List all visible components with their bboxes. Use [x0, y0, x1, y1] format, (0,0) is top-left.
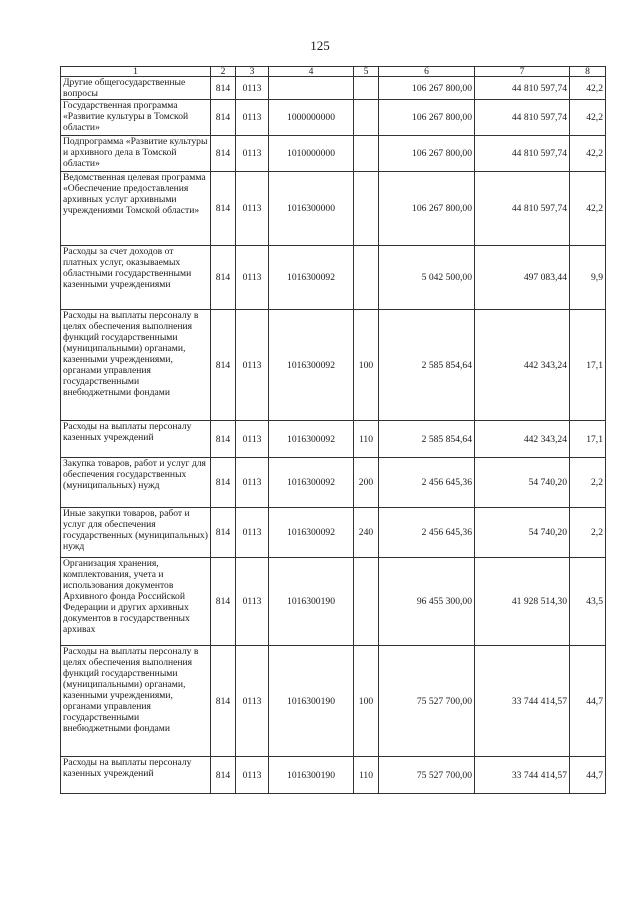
planned-amount: 106 267 800,00 — [379, 100, 475, 136]
expense-type-code: 100 — [354, 310, 379, 421]
executed-amount: 44 810 597,74 — [475, 136, 570, 172]
expense-type-code — [354, 246, 379, 310]
section-code: 0113 — [236, 100, 269, 136]
expense-type-code: 100 — [354, 646, 379, 757]
target-item-code: 1000000000 — [269, 100, 354, 136]
table-row — [61, 246, 606, 310]
table-row — [61, 558, 606, 646]
target-item-code: 1016300190 — [269, 757, 354, 794]
ministry-code: 814 — [211, 100, 236, 136]
item-name: Государственная программа «Развитие культуры в Томской области» — [61, 100, 211, 136]
executed-amount: 33 744 414,57 — [475, 757, 570, 794]
column-header: 8 — [570, 67, 606, 77]
section-code: 0113 — [236, 458, 269, 508]
column-header: 5 — [354, 67, 379, 77]
target-item-code: 1016300092 — [269, 421, 354, 458]
column-header: 1 — [61, 67, 211, 77]
ministry-code: 814 — [211, 172, 236, 246]
section-code: 0113 — [236, 421, 269, 458]
section-code: 0113 — [236, 136, 269, 172]
ministry-code: 814 — [211, 458, 236, 508]
ministry-code: 814 — [211, 757, 236, 794]
column-header: 3 — [236, 67, 269, 77]
ministry-code: 814 — [211, 77, 236, 100]
executed-amount: 497 083,44 — [475, 246, 570, 310]
column-header: 2 — [211, 67, 236, 77]
execution-percent: 42,2 — [570, 100, 606, 136]
planned-amount: 75 527 700,00 — [379, 646, 475, 757]
execution-percent: 9,9 — [570, 246, 606, 310]
item-name: Расходы на выплаты персоналу в целях обеспечения выполнения функций государственными (муниципальными) органами, казенными учреждениями, органами управления государственными внебюджетными фондами — [61, 310, 211, 421]
executed-amount: 41 928 514,30 — [475, 558, 570, 646]
executed-amount: 44 810 597,74 — [475, 100, 570, 136]
execution-percent: 44,7 — [570, 757, 606, 794]
section-code: 0113 — [236, 77, 269, 100]
table-row — [61, 757, 606, 794]
item-name: Закупка товаров, работ и услуг для обеспечения государственных (муниципальных) нужд — [61, 458, 211, 508]
target-item-code: 1010000000 — [269, 136, 354, 172]
item-name: Иные закупки товаров, работ и услуг для обеспечения государственных (муниципальных) нужд — [61, 508, 211, 558]
item-name: Организация хранения, комплектования, учета и использования документов Архивного фонда Российской Федерации и других архивных документов в государственных архивах — [61, 558, 211, 646]
execution-percent: 44,7 — [570, 646, 606, 757]
expense-type-code — [354, 100, 379, 136]
table-row — [61, 136, 606, 172]
ministry-code: 814 — [211, 246, 236, 310]
planned-amount: 106 267 800,00 — [379, 77, 475, 100]
column-header: 7 — [475, 67, 570, 77]
expense-type-code — [354, 136, 379, 172]
column-header: 6 — [379, 67, 475, 77]
item-name: Расходы на выплаты персоналу казенных учреждений — [61, 421, 211, 458]
target-item-code: 1016300092 — [269, 310, 354, 421]
target-item-code: 1016300092 — [269, 246, 354, 310]
planned-amount: 2 585 854,64 — [379, 421, 475, 458]
planned-amount: 106 267 800,00 — [379, 172, 475, 246]
ministry-code: 814 — [211, 558, 236, 646]
column-header: 4 — [269, 67, 354, 77]
expense-type-code — [354, 172, 379, 246]
section-code: 0113 — [236, 646, 269, 757]
executed-amount: 442 343,24 — [475, 421, 570, 458]
execution-percent: 17,1 — [570, 310, 606, 421]
execution-percent: 42,2 — [570, 77, 606, 100]
ministry-code: 814 — [211, 310, 236, 421]
section-code: 0113 — [236, 172, 269, 246]
executed-amount: 442 343,24 — [475, 310, 570, 421]
executed-amount: 33 744 414,57 — [475, 646, 570, 757]
planned-amount: 5 042 500,00 — [379, 246, 475, 310]
executed-amount: 54 740,20 — [475, 458, 570, 508]
table-row — [61, 458, 606, 508]
planned-amount: 96 455 300,00 — [379, 558, 475, 646]
executed-amount: 44 810 597,74 — [475, 77, 570, 100]
executed-amount: 44 810 597,74 — [475, 172, 570, 246]
budget-table — [60, 66, 606, 794]
planned-amount: 106 267 800,00 — [379, 136, 475, 172]
target-item-code: 1016300092 — [269, 508, 354, 558]
execution-percent: 2,2 — [570, 458, 606, 508]
executed-amount: 54 740,20 — [475, 508, 570, 558]
expense-type-code: 200 — [354, 458, 379, 508]
expense-type-code: 240 — [354, 508, 379, 558]
expense-type-code — [354, 558, 379, 646]
expense-type-code: 110 — [354, 757, 379, 794]
section-code: 0113 — [236, 757, 269, 794]
section-code: 0113 — [236, 558, 269, 646]
item-name: Другие общегосударственные вопросы — [61, 77, 211, 100]
table-row — [61, 508, 606, 558]
header-row — [61, 67, 606, 77]
target-item-code: 1016300000 — [269, 172, 354, 246]
expense-type-code — [354, 77, 379, 100]
page-number: 125 — [310, 38, 330, 53]
target-item-code — [269, 77, 354, 100]
item-name: Подпрограмма «Развитие культуры и архивного дела в Томской области» — [61, 136, 211, 172]
ministry-code: 814 — [211, 421, 236, 458]
execution-percent: 43,5 — [570, 558, 606, 646]
execution-percent: 42,2 — [570, 136, 606, 172]
ministry-code: 814 — [211, 646, 236, 757]
table-row — [61, 646, 606, 757]
section-code: 0113 — [236, 246, 269, 310]
item-name: Расходы за счет доходов от платных услуг, оказываемых областными государственными казенными учреждениями — [61, 246, 211, 310]
section-code: 0113 — [236, 508, 269, 558]
table-row — [61, 172, 606, 246]
item-name: Расходы на выплаты персоналу казенных учреждений — [61, 757, 211, 794]
table-row — [61, 310, 606, 421]
section-code: 0113 — [236, 310, 269, 421]
table-row — [61, 100, 606, 136]
target-item-code: 1016300190 — [269, 646, 354, 757]
execution-percent: 2,2 — [570, 508, 606, 558]
ministry-code: 814 — [211, 136, 236, 172]
target-item-code: 1016300092 — [269, 458, 354, 508]
planned-amount: 2 456 645,36 — [379, 458, 475, 508]
planned-amount: 75 527 700,00 — [379, 757, 475, 794]
execution-percent: 42,2 — [570, 172, 606, 246]
expense-type-code: 110 — [354, 421, 379, 458]
ministry-code: 814 — [211, 508, 236, 558]
table-row — [61, 421, 606, 458]
planned-amount: 2 585 854,64 — [379, 310, 475, 421]
item-name: Ведомственная целевая программа «Обеспечение предоставления архивных услуг архивными учреждениями Томской области» — [61, 172, 211, 246]
target-item-code: 1016300190 — [269, 558, 354, 646]
planned-amount: 2 456 645,36 — [379, 508, 475, 558]
item-name: Расходы на выплаты персоналу в целях обеспечения выполнения функций государственными (муниципальными) органами, казенными учреждениями, органами управления государственными внебюджетными фондами — [61, 646, 211, 757]
table-row — [61, 77, 606, 100]
execution-percent: 17,1 — [570, 421, 606, 458]
